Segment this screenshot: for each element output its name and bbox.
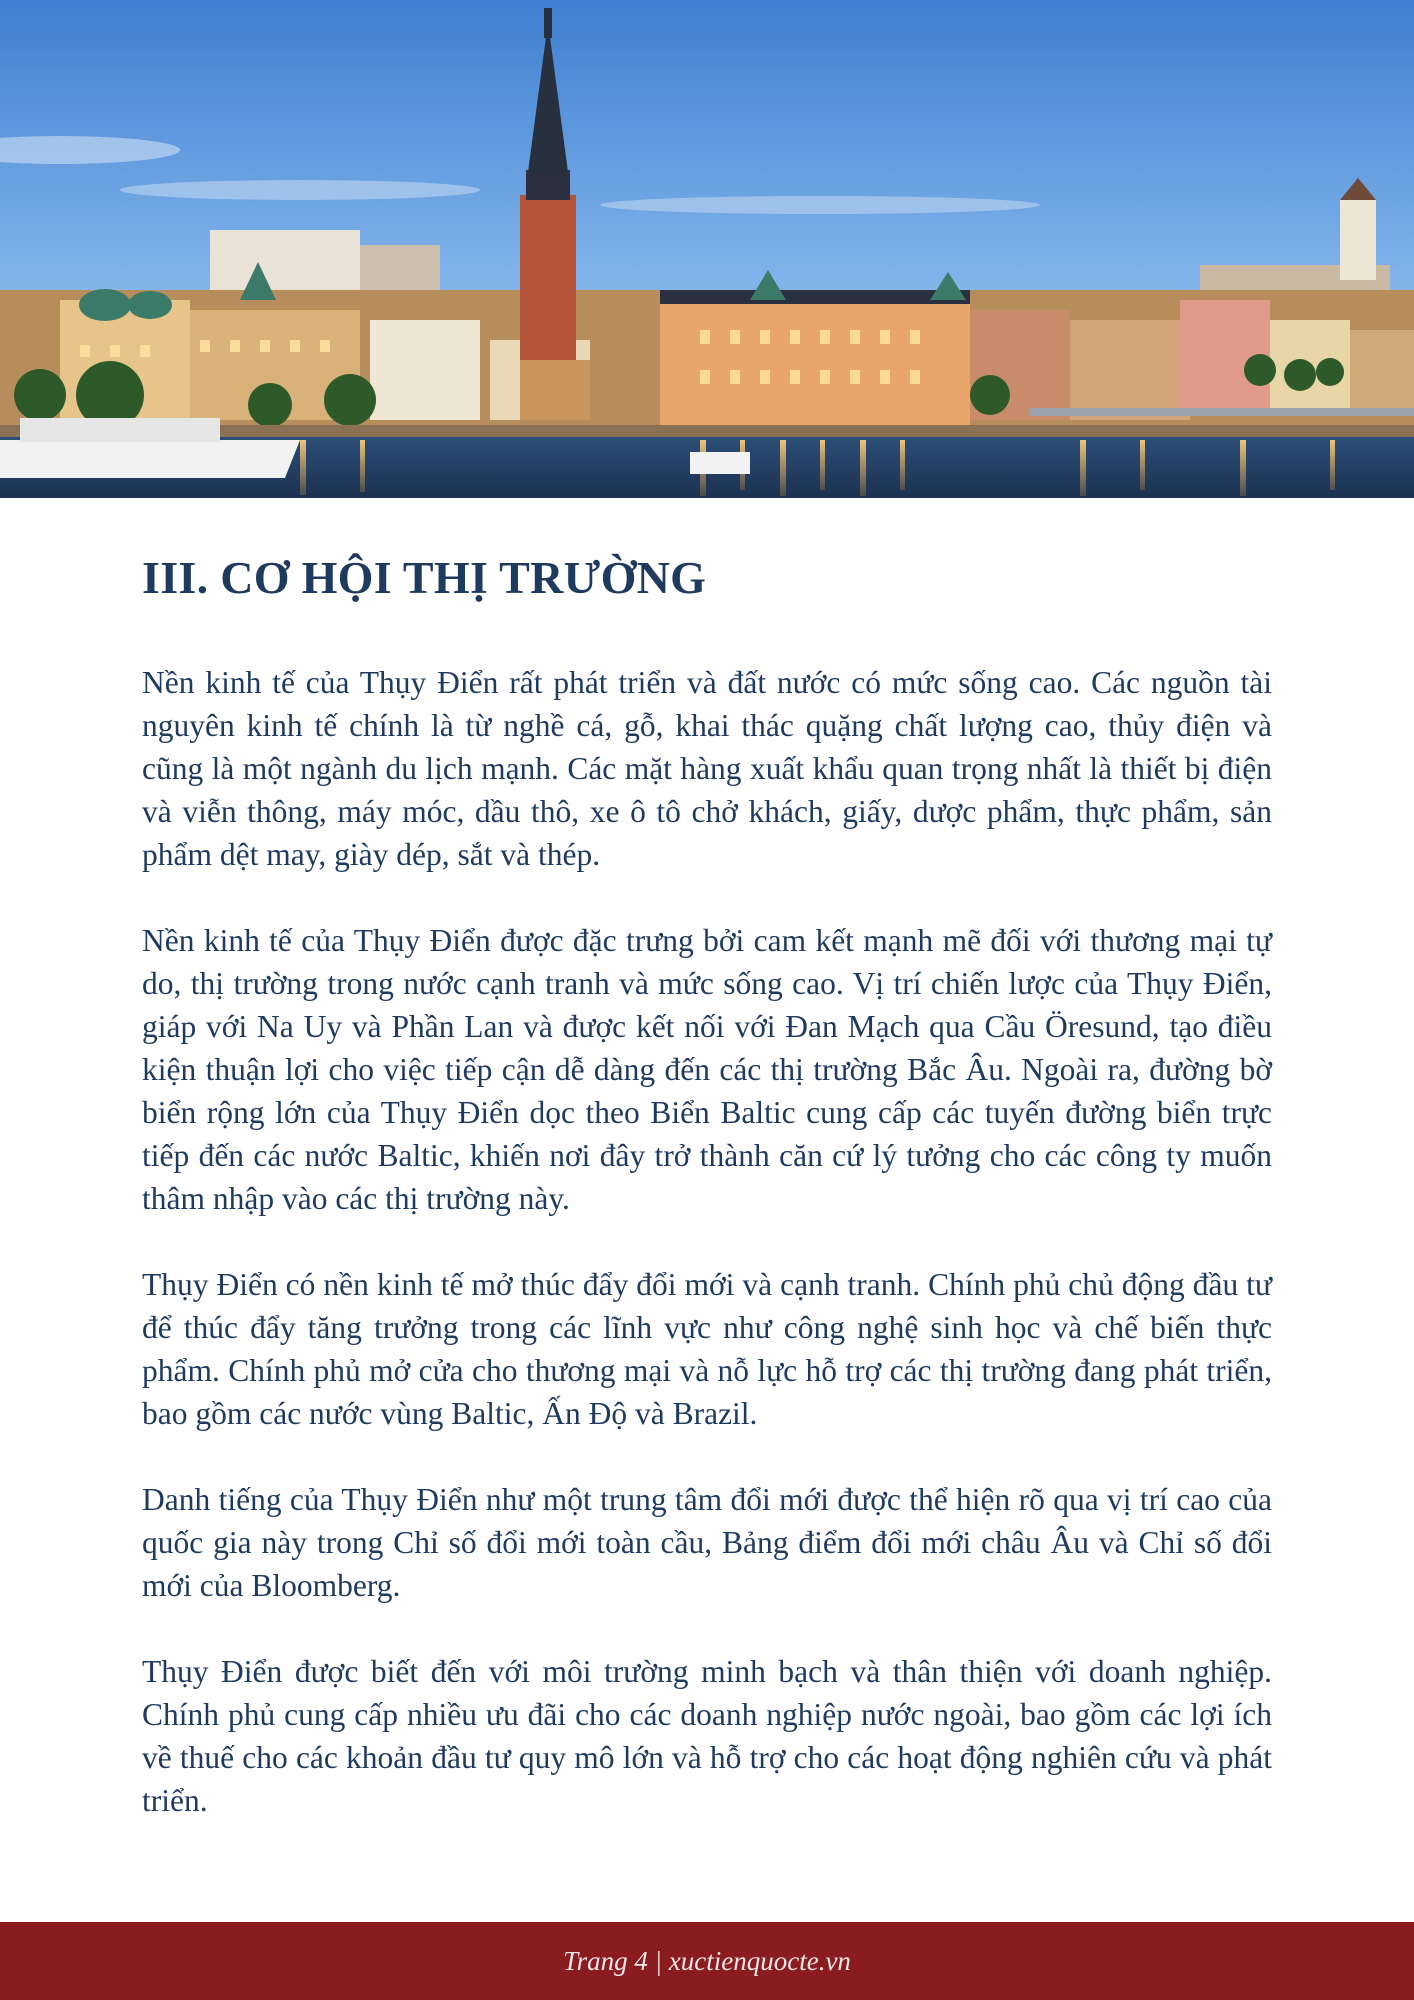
main-content <box>142 548 1272 1822</box>
page-footer <box>0 1922 1414 2000</box>
section-heading: III. CƠ HỘI THỊ TRƯỜNG <box>142 552 707 603</box>
paragraph-economy-overview: Nền kinh tế của Thụy Điển rất phát triển và đất nước có mức sống cao. Các nguồn tài nguyên kinh tế chính là từ nghề cá, gỗ, khai thác quặng chất lượng cao, thủy điện và cũng là một ngành du lịch mạnh. Các mặt hàng xuất khẩu quan trọng nhất là thiết bị điện và viễn thông, máy móc, dầu thô, xe ô tô chở khách, giấy, dược phẩm, thực phẩm, sản phẩm dệt may, giày dép, sắt và thép. <box>142 665 1272 872</box>
hero-image <box>0 0 1414 498</box>
paragraph-innovation: Danh tiếng của Thụy Điển như một trung tâm đổi mới được thể hiện rõ qua vị trí cao của quốc gia này trong Chỉ số đổi mới toàn cầu, Bảng điểm đổi mới châu Âu và Chỉ số đổi mới của Bloomberg. <box>142 1482 1272 1603</box>
stockholm-skyline-illustration <box>0 0 1414 498</box>
paragraph-business-environment: Thụy Điển được biết đến với môi trường minh bạch và thân thiện với doanh nghiệp. Chính phủ cung cấp nhiều ưu đãi cho các doanh nghiệp nước ngoài, bao gồm các lợi ích về thuế cho các khoản đầu tư quy mô lớn và hỗ trợ cho các hoạt động nghiên cứu và phát triển. <box>142 1654 1272 1818</box>
paragraph-trade-position: Nền kinh tế của Thụy Điển được đặc trưng bởi cam kết mạnh mẽ đối với thương mại tự do, thị trường trong nước cạnh tranh và mức sống cao. Vị trí chiến lược của Thụy Điển, giáp với Na Uy và Phần Lan và được kết nối với Đan Mạch qua Cầu Öresund, tạo điều kiện thuận lợi cho việc tiếp cận dễ dàng đến các thị trường Bắc Âu. Ngoài ra, đường bờ biển rộng lớn của Thụy Điển dọc theo Biển Baltic cung cấp các tuyến đường biển trực tiếp đến các nước Baltic, khiến nơi đây trở thành căn cứ lý tưởng cho các công ty muốn thâm nhập vào các thị trường này. <box>142 923 1272 1216</box>
footer-page-label: Trang 4 | xuctienquocte.vn <box>563 1945 851 1976</box>
paragraph-open-economy: Thụy Điển có nền kinh tế mở thúc đẩy đổi mới và cạnh tranh. Chính phủ chủ động đầu tư để thúc đẩy tăng trưởng trong các lĩnh vực như công nghệ sinh học và chế biến thực phẩm. Chính phủ mở cửa cho thương mại và nỗ lực hỗ trợ các thị trường đang phát triển, bao gồm các nước vùng Baltic, Ấn Độ và Brazil. <box>142 1267 1272 1431</box>
